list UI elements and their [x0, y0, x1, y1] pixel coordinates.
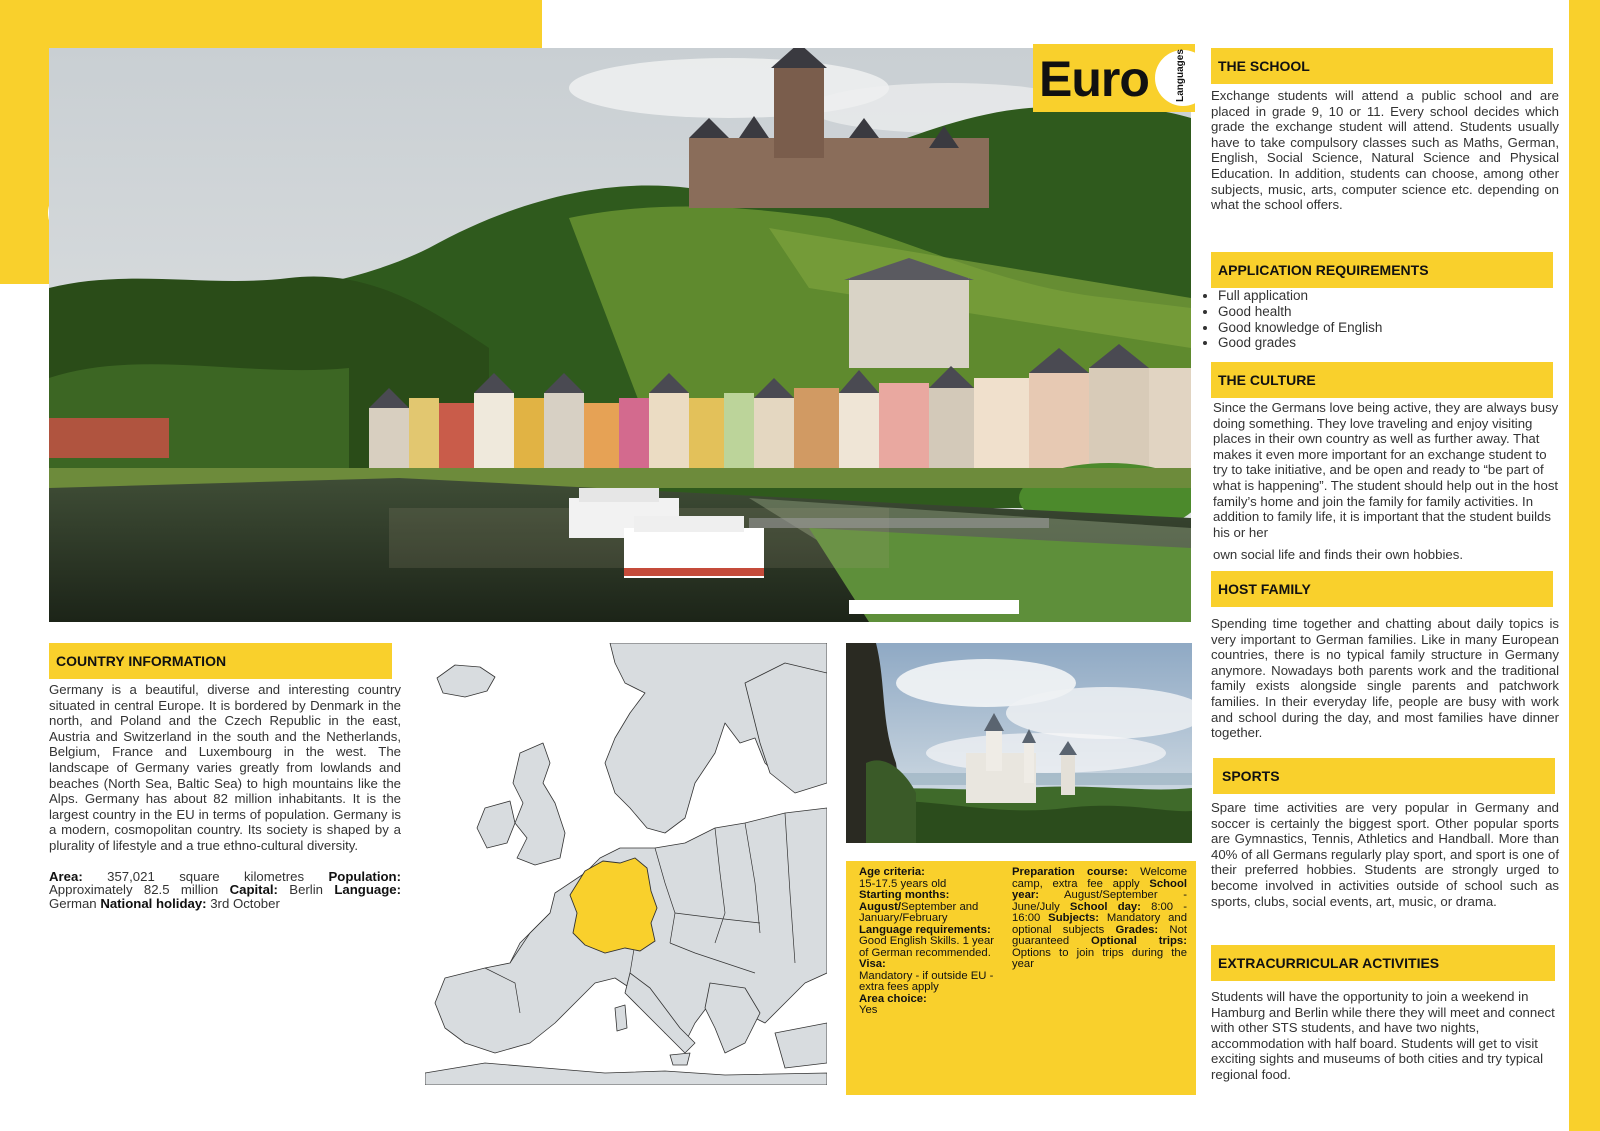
fact-label: Age criteria:: [859, 866, 925, 878]
fact-label: Language requirements:: [859, 923, 991, 936]
fact-value: Mandatory - if outside EU - extra fees apply: [859, 969, 994, 993]
facts-column-right: [1012, 867, 1187, 971]
section-heading-sports: SPORTS: [1213, 758, 1555, 794]
fact-label: Optional trips:: [1091, 935, 1187, 947]
section-heading-requirements: APPLICATION REQUIREMENTS: [1211, 252, 1553, 288]
fact-label: Area:: [49, 869, 83, 884]
logo-vertical-text: Languages: [1174, 49, 1186, 102]
fact-value: 357,021 square kilometres: [82, 869, 329, 884]
list-item: • Good grades: [1218, 335, 1382, 351]
fact-value: 15-17.5 years old: [859, 877, 947, 890]
castle-photo-neuschwanstein: [846, 643, 1192, 843]
facts-column-left: [859, 867, 1001, 1017]
europe-map: [425, 643, 827, 1085]
fact-value: Options to join trips during the year: [1012, 946, 1187, 970]
list-item: • Good health: [1218, 304, 1382, 320]
fact-value: Mandatory and optional subjects: [1012, 912, 1187, 936]
hero-photo-cochem: [49, 48, 1191, 622]
fact-value: 3rd October: [206, 895, 280, 911]
fact-value: Yes: [859, 1004, 878, 1016]
section-heading-extracurricular: EXTRACURRICULAR ACTIVITIES: [1211, 945, 1555, 981]
fact-value: German: [49, 895, 101, 911]
fact-label: School year:: [1012, 877, 1187, 901]
fact-label: Subjects:: [1048, 912, 1100, 924]
fact-value: Berlin: [277, 882, 335, 898]
section-body-host-family: Spending time together and chatting about daily topics is very important to German families. Like in many European countries, there is no typical family structure in Germany anymore. Nowadays both parents work and the traditional family exists alongside single parents and patchwork families. In their everyday life, people are busy with work and school during the day, and most families have dinner together.: [1211, 616, 1559, 741]
fact-label: Capital:: [229, 882, 278, 898]
fact-label: Starting months:: [859, 889, 950, 901]
section-heading-host-family: HOST FAMILY: [1211, 571, 1553, 607]
requirements-list: [1218, 288, 1382, 351]
section-heading-culture: THE CULTURE: [1211, 362, 1553, 398]
fact-label: Language:: [334, 882, 401, 898]
fact-value: Good English Skills. 1 year of German recommended.: [859, 935, 995, 959]
fact-label: National holiday:: [100, 895, 207, 911]
fact-value: August/September - June/July: [1012, 889, 1187, 913]
section-body-sports: Spare time activities are very popular in Germany and soccer is certainly the biggest sport. Other popular sports are Gymnastics, Tennis, Athletics and Handball. More than 40% of all Germans regularly play sport, and sport is one of their preferred hobbies. Students are strongly urged to become involved in activities outside of school such as sports, clubs, social events, art, music, or drama.: [1211, 800, 1559, 909]
section-body-country: Germany is a beautiful, diverse and interesting country situated in central Europe. It is bordered by Denmark in the north, and Poland and the Czech Republic in the east, Austria and Switzerland in the south and the Netherlands, Belgium, France and Luxembourg in the west. The landscape of Germany varies greatly from lowlands and beaches (North Sea, Baltic Sea) to high mountains like the Alps. Germany has about 82 million inhabitants. It is the largest country in the EU in terms of population. Germany is a modern, cosmopolitan country. Its society is shaped by a plurality of lifestyle and a true ethno-cultural diversity.: [49, 682, 401, 853]
fact-value: September and January/February: [859, 900, 979, 924]
section-body-school: Exchange students will attend a public school and are placed in grade 9, 10 or 11. Every school decides which grade the exchange student will attend. Students usually have to take compulsory classes such as Maths, German, English, Social Science, Natural Science and Physical Education. In addition, students can choose, among other subjects, music, arts, computer science etc. depending on what the school offers.: [1211, 88, 1559, 213]
section-body-extracurricular: Students will have the opportunity to join a weekend in Hamburg and Berlin while there they will meet and connect with other STS students, and have two nights, accommodation with half board. Students will get to visit exciting sights and museums of both cities and try typical regional food.: [1211, 989, 1555, 1082]
brand-logo: [1033, 44, 1195, 112]
list-item: • Full application: [1218, 288, 1382, 304]
fact-label: Population:: [328, 869, 401, 884]
list-item: • Good knowledge of English: [1218, 320, 1382, 336]
fact-value: Approximately 82.5 million: [49, 882, 230, 898]
fact-value: Welcome camp, extra fee apply: [1012, 866, 1187, 890]
section-body-culture: Since the Germans love being active, they are always busy doing something. They love traveling and enjoy visiting places in their own country as well as further away. That makes it even more important for an exchange student to try to take initiative, and be open and ready to “be part of what is happening”. The student should help out in the host family’s home and join the family for family activities. In addition to family life, it is important that the student builds his or her: [1213, 400, 1559, 540]
section-heading-country: COUNTRY INFORMATION: [49, 643, 392, 679]
section-heading-school: THE SCHOOL: [1211, 48, 1553, 84]
fact-label: Area choice:: [859, 992, 927, 1005]
program-facts-box: [846, 861, 1196, 1095]
fact-label: August/: [859, 900, 902, 913]
fact-value: Not guaranteed: [1012, 923, 1187, 947]
logo-text: Euro: [1039, 51, 1149, 107]
logo-vertical-text-wrap: [1174, 48, 1192, 108]
fact-label: Visa:: [859, 958, 886, 970]
country-facts: [49, 870, 401, 910]
fact-label: School day:: [1069, 900, 1141, 913]
fact-value: 8:00 - 16:00: [1012, 900, 1187, 924]
right-edge-bar: [1569, 0, 1600, 1131]
section-body-culture-end: own social life and finds their own hobbies.: [1213, 547, 1463, 562]
fact-label: Preparation course:: [1012, 866, 1128, 878]
fact-label: Grades:: [1115, 923, 1159, 936]
